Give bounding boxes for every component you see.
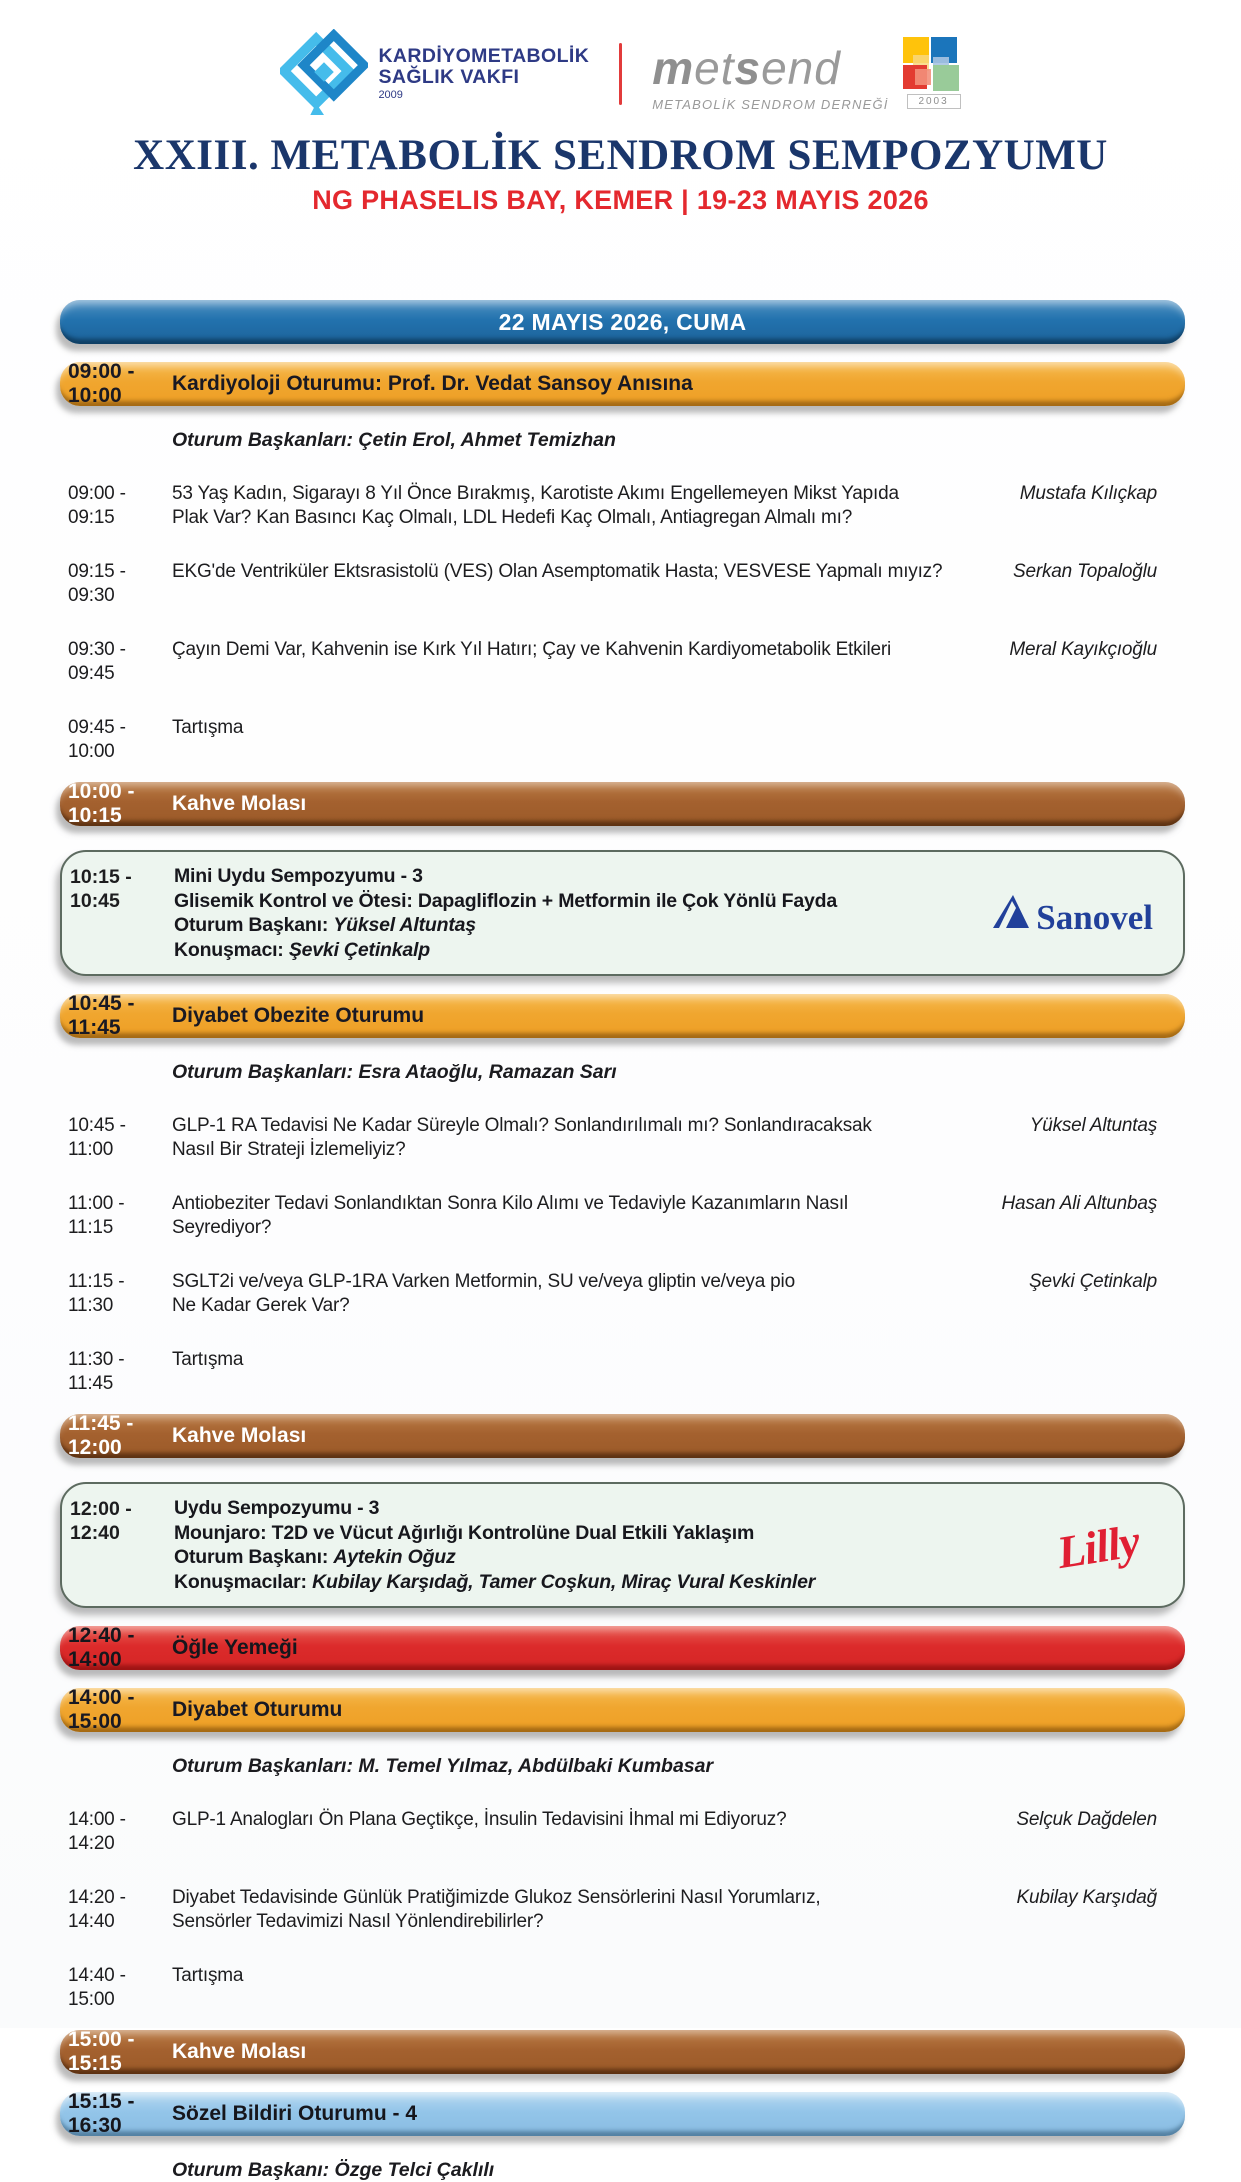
session-bar [60,2092,1185,2136]
talk-title-line: Ne Kadar Gerek Var? [172,1295,350,1317]
foundation-logo-text [378,46,589,101]
talk-row [60,1270,1185,1318]
bar-label: Diyabet Oturumu [172,1698,343,1722]
talk-row [60,1964,1185,2012]
schedule-list [60,362,1185,2182]
talk-row [60,1886,1185,1934]
sponsor-role-label: Oturum Başkanı: [174,1546,334,1569]
talk-time: 11:15 - 11:30 [68,1271,125,1317]
talk-row [60,1348,1185,1396]
talk-row [60,1192,1185,1240]
foundation-year: 2009 [378,89,403,102]
talk-title [172,1964,1157,1988]
bar-label: Öğle Yemeği [172,1636,298,1660]
talk-time: 09:45 - 10:00 [68,717,126,763]
sponsor-role-label: Oturum Başkanı: [174,914,334,937]
talk-title-line: Tartışma [172,1965,244,1987]
sponsor-line: Glisemik Kontrol ve Ötesi: Dapagliflozin + Metformin ile Çok Yönlü Fayda [174,889,837,912]
talk-title-line: Tartışma [172,717,244,739]
sponsor-time: 12:00 - 12:40 [70,1498,132,1545]
talk-time: 14:20 - 14:40 [68,1887,126,1933]
diamond-monogram-icon [280,29,368,120]
talk-row [60,482,1185,530]
logo-divider [619,43,622,105]
talk-speaker: Serkan Topaloğlu [1013,561,1157,583]
bar-time: 15:00 - 15:15 [68,2028,135,2076]
session-bar [60,994,1185,1038]
talk-row [60,716,1185,764]
bar-time: 10:45 - 11:45 [68,992,135,1040]
talk-title [172,1114,1030,1162]
bar-time: 12:40 - 14:00 [68,1624,135,1672]
session-chairs: Oturum Başkanı: Özge Telci Çaklılı [172,2159,495,2182]
talk-time: 14:40 - 15:00 [68,1965,126,2011]
session-chairs: Oturum Başkanları: M. Temel Yılmaz, Abdülbaki Kumbasar [172,1755,714,1778]
sponsor-line: Mounjaro: T2D ve Vücut Ağırlığı Kontrolüne Dual Etkili Yaklaşım [174,1521,755,1544]
sponsor-person-name: Aytekin Oğuz [333,1546,456,1569]
bar-label: Kahve Molası [172,792,307,816]
bar-time: 11:45 - 12:00 [68,1412,134,1460]
sponsor-role-label: Konuşmacı: [174,938,289,961]
talk-title [172,1348,1157,1372]
society-logo-text [652,37,888,112]
sanovel-triangle-icon [991,893,1031,934]
talk-title [172,716,1157,740]
talk-title [172,1808,1016,1832]
sponsor-line: Mini Uydu Sempozyumu - 3 [174,865,423,888]
square-salmon [915,69,931,85]
wordmark-s: s [734,41,762,94]
bar-time: 15:15 - 16:30 [68,2090,135,2138]
session-bar [60,1626,1185,1670]
talk-title [172,1270,1029,1318]
talk-time: 09:30 - 09:45 [68,639,126,685]
session-bar [60,782,1185,826]
talk-time: 09:15 - 09:30 [68,561,126,607]
talk-speaker: Selçuk Dağdelen [1016,1809,1157,1831]
talk-row [60,638,1185,686]
talk-title-line: Antiobeziter Tedavi Sonlandıktan Sonra Kilo Alımı ve Tedaviyle Kazanımların Nasıl [172,1193,848,1215]
foundation-name-line1: KARDİYOMETABOLİK [378,45,590,68]
talk-row [60,560,1185,608]
society-squares-icon [903,37,961,109]
society-year: 2003 [907,94,961,109]
talk-title [172,1192,1001,1240]
wordmark-end: end [761,41,841,94]
bar-label: Kahve Molası [172,2040,307,2064]
session-bar [60,362,1185,406]
session-bar [60,1414,1185,1458]
session-bar [60,1688,1185,1732]
foundation-name-line2: SAĞLIK VAKFI [378,65,520,88]
sponsor-time: 10:15 - 10:45 [70,866,132,913]
bar-label: Kardiyoloji Oturumu: Prof. Dr. Vedat Sansoy Anısına [172,372,693,396]
header [0,0,1241,124]
session-chairs: Oturum Başkanları: Esra Ataoğlu, Ramazan Sarı [172,1061,617,1084]
session-bar [60,2030,1185,2074]
talk-title [172,560,1013,584]
talk-speaker: Meral Kayıkçıoğlu [1009,639,1157,661]
sponsor-line [174,1570,1043,1595]
society-caption: METABOLİK SENDROM DERNEĞİ [652,96,889,112]
sanovel-logo-mark [991,893,1153,937]
talk-title-line: EKG'de Ventriküler Ektsrasistolü (VES) Olan Asemptomatik Hasta; VESVESE Yapmalı mıyız? [172,561,943,583]
square-green [933,65,959,91]
talk-title-line: GLP-1 Analogları Ön Plana Geçtikçe, İnsulin Tedavisini İhmal mi Ediyoruz? [172,1809,787,1831]
talk-row [60,1808,1185,1856]
sponsor-person-name: Yüksel Altuntaş [333,914,476,937]
talk-row [60,1114,1185,1162]
talk-title-line: Sensörler Tedavimizi Nasıl Yönlendirebilirler? [172,1911,544,1933]
talk-title [172,482,1020,530]
talk-title-line: SGLT2i ve/veya GLP-1RA Varken Metformin, SU ve/veya gliptin ve/veya pio [172,1271,795,1293]
page-subtitle: NG PHASELIS BAY, KEMER | 19-23 MAYIS 2026 [312,185,929,216]
sponsor-lines [174,1496,1043,1594]
sponsor-person-name: Kubilay Karşıdağ, Tamer Coşkun, Miraç Vural Keskinler [312,1570,816,1593]
talk-time: 11:00 - 11:15 [68,1193,125,1239]
page-title: XXIII. METABOLİK SENDROM SEMPOZYUMU [133,132,1108,179]
talk-title-line: Nasıl Bir Strateji İzlemeliyiz? [172,1139,406,1161]
talk-title-line: Seyrediyor? [172,1217,272,1239]
session-chairs: Oturum Başkanları: Çetin Erol, Ahmet Temizhan [172,429,616,452]
talk-time: 10:45 - 11:00 [68,1115,126,1161]
sponsor-role-label: Konuşmacılar: [174,1570,313,1593]
talk-time: 14:00 - 14:20 [68,1809,126,1855]
talk-title-line: Tartışma [172,1349,244,1371]
lilly-logo: Lilly [1053,1514,1143,1578]
sanovel-logo [991,893,1153,937]
talk-title-line: Plak Var? Kan Basıncı Kaç Olmalı, LDL Hedefi Kaç Olmalı, Antiagregan Almalı mı? [172,507,853,529]
talk-speaker: Şevki Çetinkalp [1029,1271,1157,1293]
sponsor-lines [174,864,977,962]
society-wordmark [652,41,841,94]
talk-title-line: Diyabet Tedavisinde Günlük Pratiğimizde Glukoz Sensörlerini Nasıl Yorumlarız, [172,1887,821,1909]
society-logo [652,37,960,112]
sponsor-line [174,938,977,963]
sponsor-line [174,913,977,938]
talk-time: 11:30 - 11:45 [68,1349,125,1395]
bar-label: Sözel Bildiri Oturumu - 4 [172,2102,418,2126]
wordmark-m: m [652,41,695,94]
sponsor-session-box [60,1482,1185,1608]
bar-time: 09:00 - 10:00 [68,360,135,408]
bar-label: Diyabet Obezite Oturumu [172,1004,425,1028]
sponsor-line: Uydu Sempozyumu - 3 [174,1497,380,1520]
sponsor-line [174,1545,1043,1570]
bar-time: 10:00 - 10:15 [68,780,135,828]
talk-title-line: GLP-1 RA Tedavisi Ne Kadar Süreyle Olmalı? Sonlandırılımalı mı? Sonlandıracaksak [172,1115,872,1137]
talk-speaker: Kubilay Karşıdağ [1016,1887,1157,1909]
bar-time: 14:00 - 15:00 [68,1686,135,1734]
talk-title-line: Çayın Demi Var, Kahvenin ise Kırk Yıl Hatırı; Çay ve Kahvenin Kardiyometabolik Etkileri [172,639,891,661]
talk-speaker: Yüksel Altuntaş [1029,1115,1157,1137]
foundation-logo [280,29,589,120]
sanovel-logo-text: Sanovel [1036,897,1153,937]
talk-title-line: 53 Yaş Kadın, Sigarayı 8 Yıl Önce Bırakmış, Karotiste Akımı Engellemeyen Mikst Yapıda [172,483,899,505]
talk-title [172,638,1009,662]
wordmark-et: et [694,41,735,94]
talk-speaker: Mustafa Kılıçkap [1019,483,1157,505]
day-banner: 22 MAYIS 2026, CUMA [60,300,1185,344]
sponsor-person-name: Şevki Çetinkalp [288,938,430,961]
program-content [60,300,1185,2182]
sponsor-session-box [60,850,1185,976]
talk-speaker: Hasan Ali Altunbaş [1001,1193,1157,1215]
talk-time: 09:00 - 09:15 [68,483,126,529]
bar-label: Kahve Molası [172,1424,307,1448]
talk-title [172,1886,1017,1934]
